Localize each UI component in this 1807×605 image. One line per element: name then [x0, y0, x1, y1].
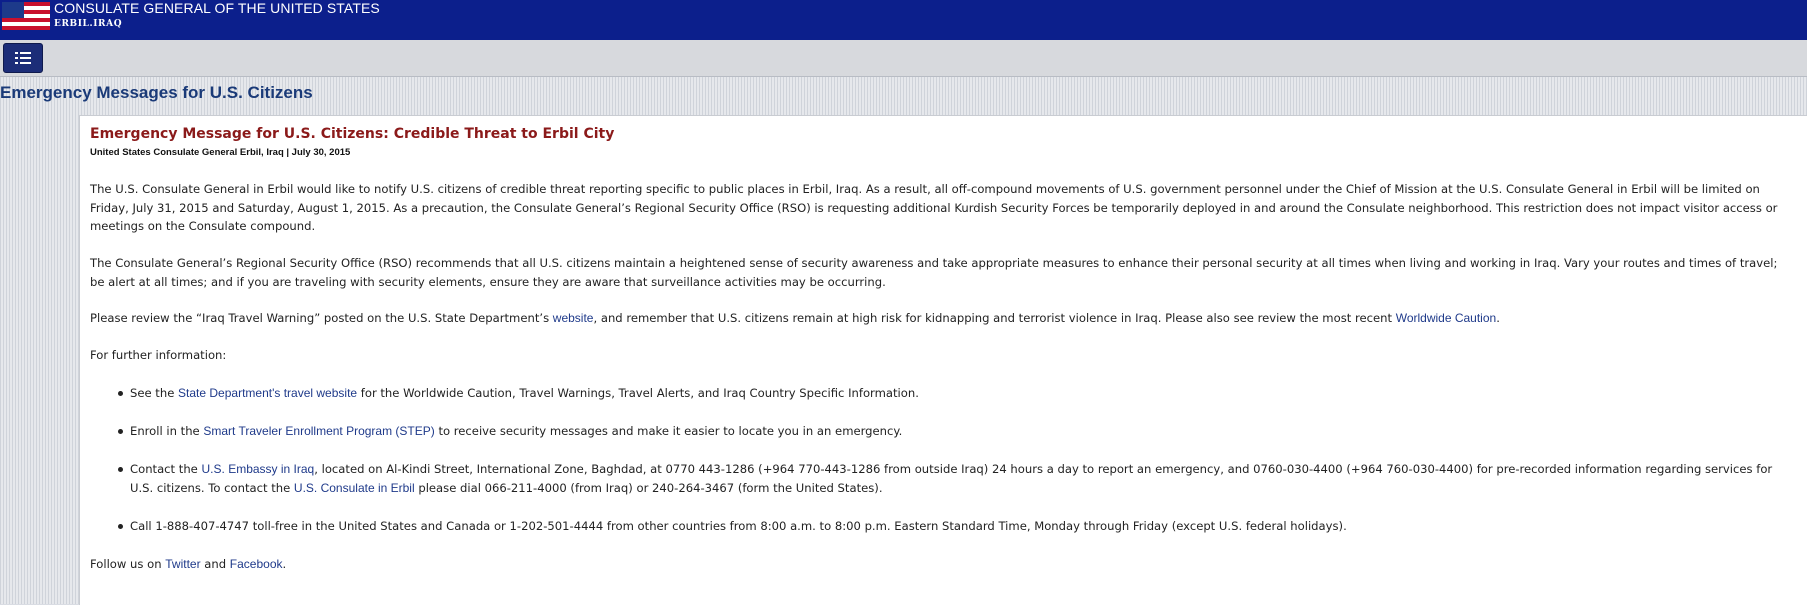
follow-text: Follow us on [90, 557, 166, 571]
facebook-link[interactable]: Facebook [229, 557, 283, 571]
us-flag-icon[interactable] [2, 2, 50, 30]
list-item-text: Contact the [130, 462, 202, 476]
state-dept-website-link[interactable]: website [552, 311, 594, 325]
paragraph-3-text-c: . [1496, 311, 1500, 325]
list-item [90, 517, 1780, 536]
follow-text: . [282, 557, 287, 571]
paragraph-2: The Consulate General’s Regional Security Office (RSO) recommends that all U.S. citizens maintain a heightened sense of security awareness and take appropriate measures to enhance their personal security at all times when living and working in Iraq. Vary your routes and times of travel; be alert at all times; and if you are traveling with security elements, ensure they are aware that surveillance activities may be occurring. [90, 256, 1778, 289]
step-program-link[interactable]: Smart Traveler Enrollment Program (STEP) [203, 424, 435, 438]
list-item-text: See the [130, 386, 179, 400]
further-info-label: For further information: [90, 348, 227, 362]
us-embassy-iraq-link[interactable]: U.S. Embassy in Iraq [201, 462, 315, 476]
follow-us [90, 555, 1780, 574]
list-item-text: Enroll in the [130, 424, 204, 438]
site-subtitle: ERBIL.IRAQ [54, 19, 123, 29]
paragraph-3 [90, 309, 1780, 328]
worldwide-caution-link[interactable]: Worldwide Caution [1395, 311, 1497, 325]
list-item-text: to receive security messages and make it easier to locate you in an emergency. [434, 424, 903, 438]
list-item-text: for the Worldwide Caution, Travel Warnings, Travel Alerts, and Iraq Country Specific Information. [357, 386, 919, 400]
twitter-link[interactable]: Twitter [165, 557, 201, 571]
list-item-text: please dial 066-211-4000 (from Iraq) or 240-264-3467 (form the United States). [414, 480, 883, 495]
list-item [90, 460, 1780, 497]
article-card [79, 115, 1807, 605]
list-item-text: , located on Al-Kindi Street, International Zone, Baghdad, at 0770 443-1286 (+964 770-443-1286 from outside Iraq) 24 hours a day to report an emergency, and 0760-030-4400 (+964 760-030-4400) for pre-recorded information regarding services for U.S. citizens. To contact the [130, 462, 1773, 495]
menu-button[interactable] [3, 43, 43, 73]
paragraph-1: The U.S. Consulate General in Erbil would like to notify U.S. citizens of credible threat reporting specific to public places in Erbil, Iraq. As a result, all off-compound movements of U.S. government personnel under the Chief of Mission at the U.S. Consulate General in Erbil will be limited on Friday, July 31, 2015 and Saturday, August 1, 2015. As a precaution, the Consulate General’s Regional Security Office (RSO) is requesting additional Kurdish Security Forces be temporarily deployed in and around the Consulate neighborhood. This restriction does not impact visitor access or meetings on the Consulate compound. [90, 182, 1778, 233]
toolbar [0, 40, 1807, 77]
article-byline: United States Consulate General Erbil, Iraq | July 30, 2015 [90, 147, 351, 158]
site-title[interactable]: CONSULATE GENERAL OF THE UNITED STATES [54, 0, 380, 16]
site-header [0, 0, 1807, 40]
follow-text: and [200, 557, 230, 571]
list-item [90, 422, 1780, 441]
list-item [90, 384, 1780, 403]
paragraph-3-text-b: , and remember that U.S. citizens remain at high risk for kidnapping and terrorist violence in Iraq. Please also see review the most recent [593, 311, 1396, 325]
article-title: Emergency Message for U.S. Citizens: Credible Threat to Erbil City [90, 126, 615, 142]
travel-website-link[interactable]: State Department's travel website [178, 386, 358, 400]
list-menu-icon [15, 52, 31, 64]
page-title: Emergency Messages for U.S. Citizens [0, 83, 313, 102]
paragraph-3-text-a: Please review the “Iraq Travel Warning” posted on the U.S. State Department’s [90, 311, 553, 325]
list-item-text: Call 1-888-407-4747 toll-free in the United States and Canada or 1-202-501-4444 from other countries from 8:00 a.m. to 8:00 p.m. Eastern Standard Time, Monday through Friday (except U.S. federal holidays). [130, 519, 1347, 533]
us-consulate-erbil-link[interactable]: U.S. Consulate in Erbil [293, 480, 415, 495]
